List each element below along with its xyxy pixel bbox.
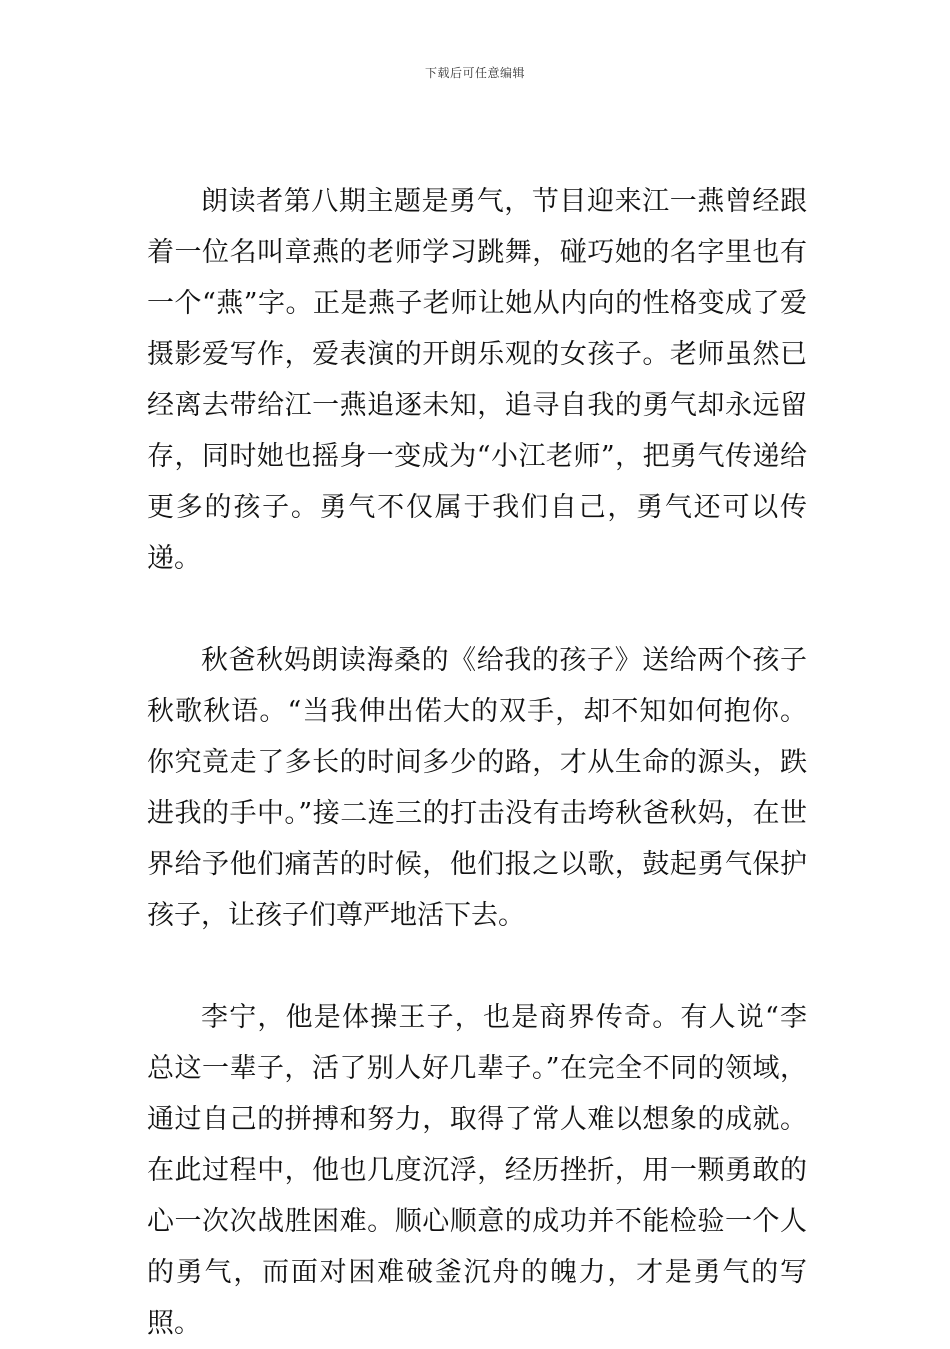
paragraph-qiu-parents: 秋爸秋妈朗读海桑的《给我的孩子》送给两个孩子秋歌秋语。“当我伸出偌大的双手，却不知如何抱你。你究竟走了多长的时间多少的路，才从生命的源头，跌进我的手中。”接二连三的打击没有击垮秋爸秋妈，在世界给予他们痛苦的时候，他们报之以歌，鼓起勇气保护孩子，让孩子们尊严地活下去。 [147, 645, 807, 931]
paragraph-li-ning: 李宁，他是体操王子，也是商界传奇。有人说“李总这一辈子，活了别人好几辈子。”在完全不同的领域，通过自己的拼搏和努力，取得了常人难以想象的成就。在此过程中，他也几度沉浮，经历挫折，用一颗勇敢的心一次次战胜困难。顺心顺意的成功并不能检验一个人的勇气，而面对困难破釜沉舟的魄力，才是勇气的写照。 [147, 1002, 807, 1339]
document-body [147, 176, 807, 1349]
paragraph-courage-jiang-yiyan: 朗读者第八期主题是勇气，节目迎来江一燕曾经跟着一位名叫章燕的老师学习跳舞，碰巧她的名字里也有一个“燕”字。正是燕子老师让她从内向的性格变成了爱摄影爱写作，爱表演的开朗乐观的女孩子。老师虽然已经离去带给江一燕追逐未知，追寻自我的勇气却永远留存，同时她也摇身一变成为“小江老师”，把勇气传递给更多的孩子。勇气不仅属于我们自己，勇气还可以传递。 [147, 186, 807, 574]
page-header-note: 下载后可任意编辑 [424, 66, 525, 80]
